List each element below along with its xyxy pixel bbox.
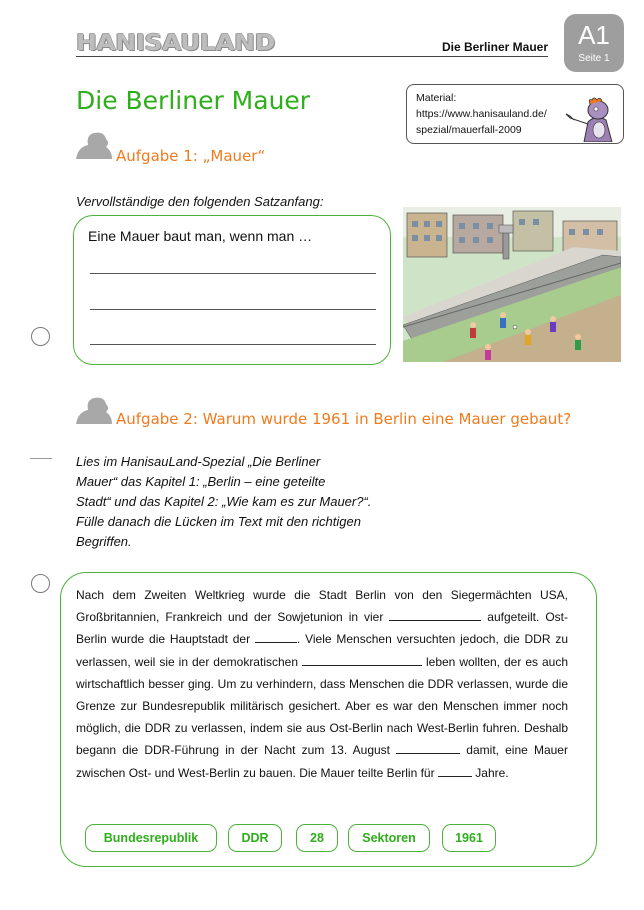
gap-blank[interactable] [302,653,422,666]
instruction-line: Mauer“ das Kapitel 1: „Berlin – eine geteilte [76,474,326,489]
answer-line[interactable] [90,273,376,274]
instruction-line: Stadt“ und das Kapitel 2: „Wie kam es zur Mauer?“. [76,494,372,509]
cloze-part: Nach dem Zweiten Weltkrieg wurde die Stadt Berlin von den Siegermächten USA, Großbritannien, Frankreich und der Sowjetunion in vier [76,588,568,625]
gap-blank[interactable] [396,741,460,754]
mascot-illustration [562,96,622,142]
checkbox-circle[interactable] [31,327,50,346]
word-chip[interactable]: DDR [228,824,282,852]
word-chip[interactable]: 28 [296,824,338,852]
cloze-text [76,584,568,784]
cloze-part: damit, eine Mauer zwischen Ost- und West-Berlin zu bauen. Die Mauer teilte Berlin für [76,743,568,780]
answer-line[interactable] [90,344,376,345]
task1-heading: Aufgabe 1: „Mauer“ [116,147,266,165]
task-icon [76,131,112,159]
header-divider [76,56,548,57]
word-chip[interactable]: Sektoren [348,824,430,852]
word-chip[interactable]: Bundesrepublik [85,824,217,852]
word-chip[interactable]: 1961 [442,824,496,852]
task2-heading: Aufgabe 2: Warum wurde 1961 in Berlin eine Mauer gebaut? [116,410,572,428]
task1-sentence-start: Eine Mauer baut man, wenn man … [88,228,313,244]
instruction-line: Fülle danach die Lücken im Text mit den richtigen [76,514,361,529]
task2-instruction [76,452,406,552]
level-label: A1 [578,20,610,50]
margin-mark [30,458,52,459]
gap-blank[interactable] [438,764,472,777]
task-icon [76,396,112,424]
material-url-line2[interactable]: spezial/mauerfall-2009 [416,124,522,136]
page-title: Die Berliner Mauer [76,86,311,115]
cloze-part: Jahre. [471,765,509,780]
hanisauland-logo: HANISAULAND [76,29,275,56]
berlin-wall-illustration [403,207,621,362]
instruction-line: Begriffen. [76,534,132,549]
level-badge [564,14,624,72]
gap-blank[interactable] [389,608,481,621]
task1-instruction: Vervollständige den folgenden Satzanfang: [76,194,324,209]
cloze-part: aufgeteilt. Ost-Berlin wurde die Hauptstadt der [76,610,568,647]
cloze-part: . Viele Menschen versuchten jedoch, die DDR zu verlassen, weil sie in der demokratischen [76,632,568,669]
answer-line[interactable] [90,309,376,310]
page-number: Seite 1 [578,53,610,64]
cloze-part: leben wollten, der es auch wirtschaftlich besser ging. Um zu verhindern, dass Menschen die DDR verlassen, wurde die Grenze zur Bundesrepublik militärisch gesichert. Aber es war den Menschen immer noch möglich, die DDR zu verlassen, indem sie aus Ost-Berlin nach West-Berlin fuhren. Deshalb begann die DDR-Führung in der Nacht zum 13. August [76,654,568,758]
material-text [416,90,566,138]
checkbox-circle[interactable] [31,574,50,593]
instruction-line: Lies im HanisauLand-Spezial „Die Berliner [76,454,321,469]
material-url-line1[interactable]: https://www.hanisauland.de/ [416,108,547,120]
header-title: Die Berliner Mauer [441,40,548,54]
gap-blank[interactable] [255,630,297,643]
material-label: Material: [416,92,457,104]
